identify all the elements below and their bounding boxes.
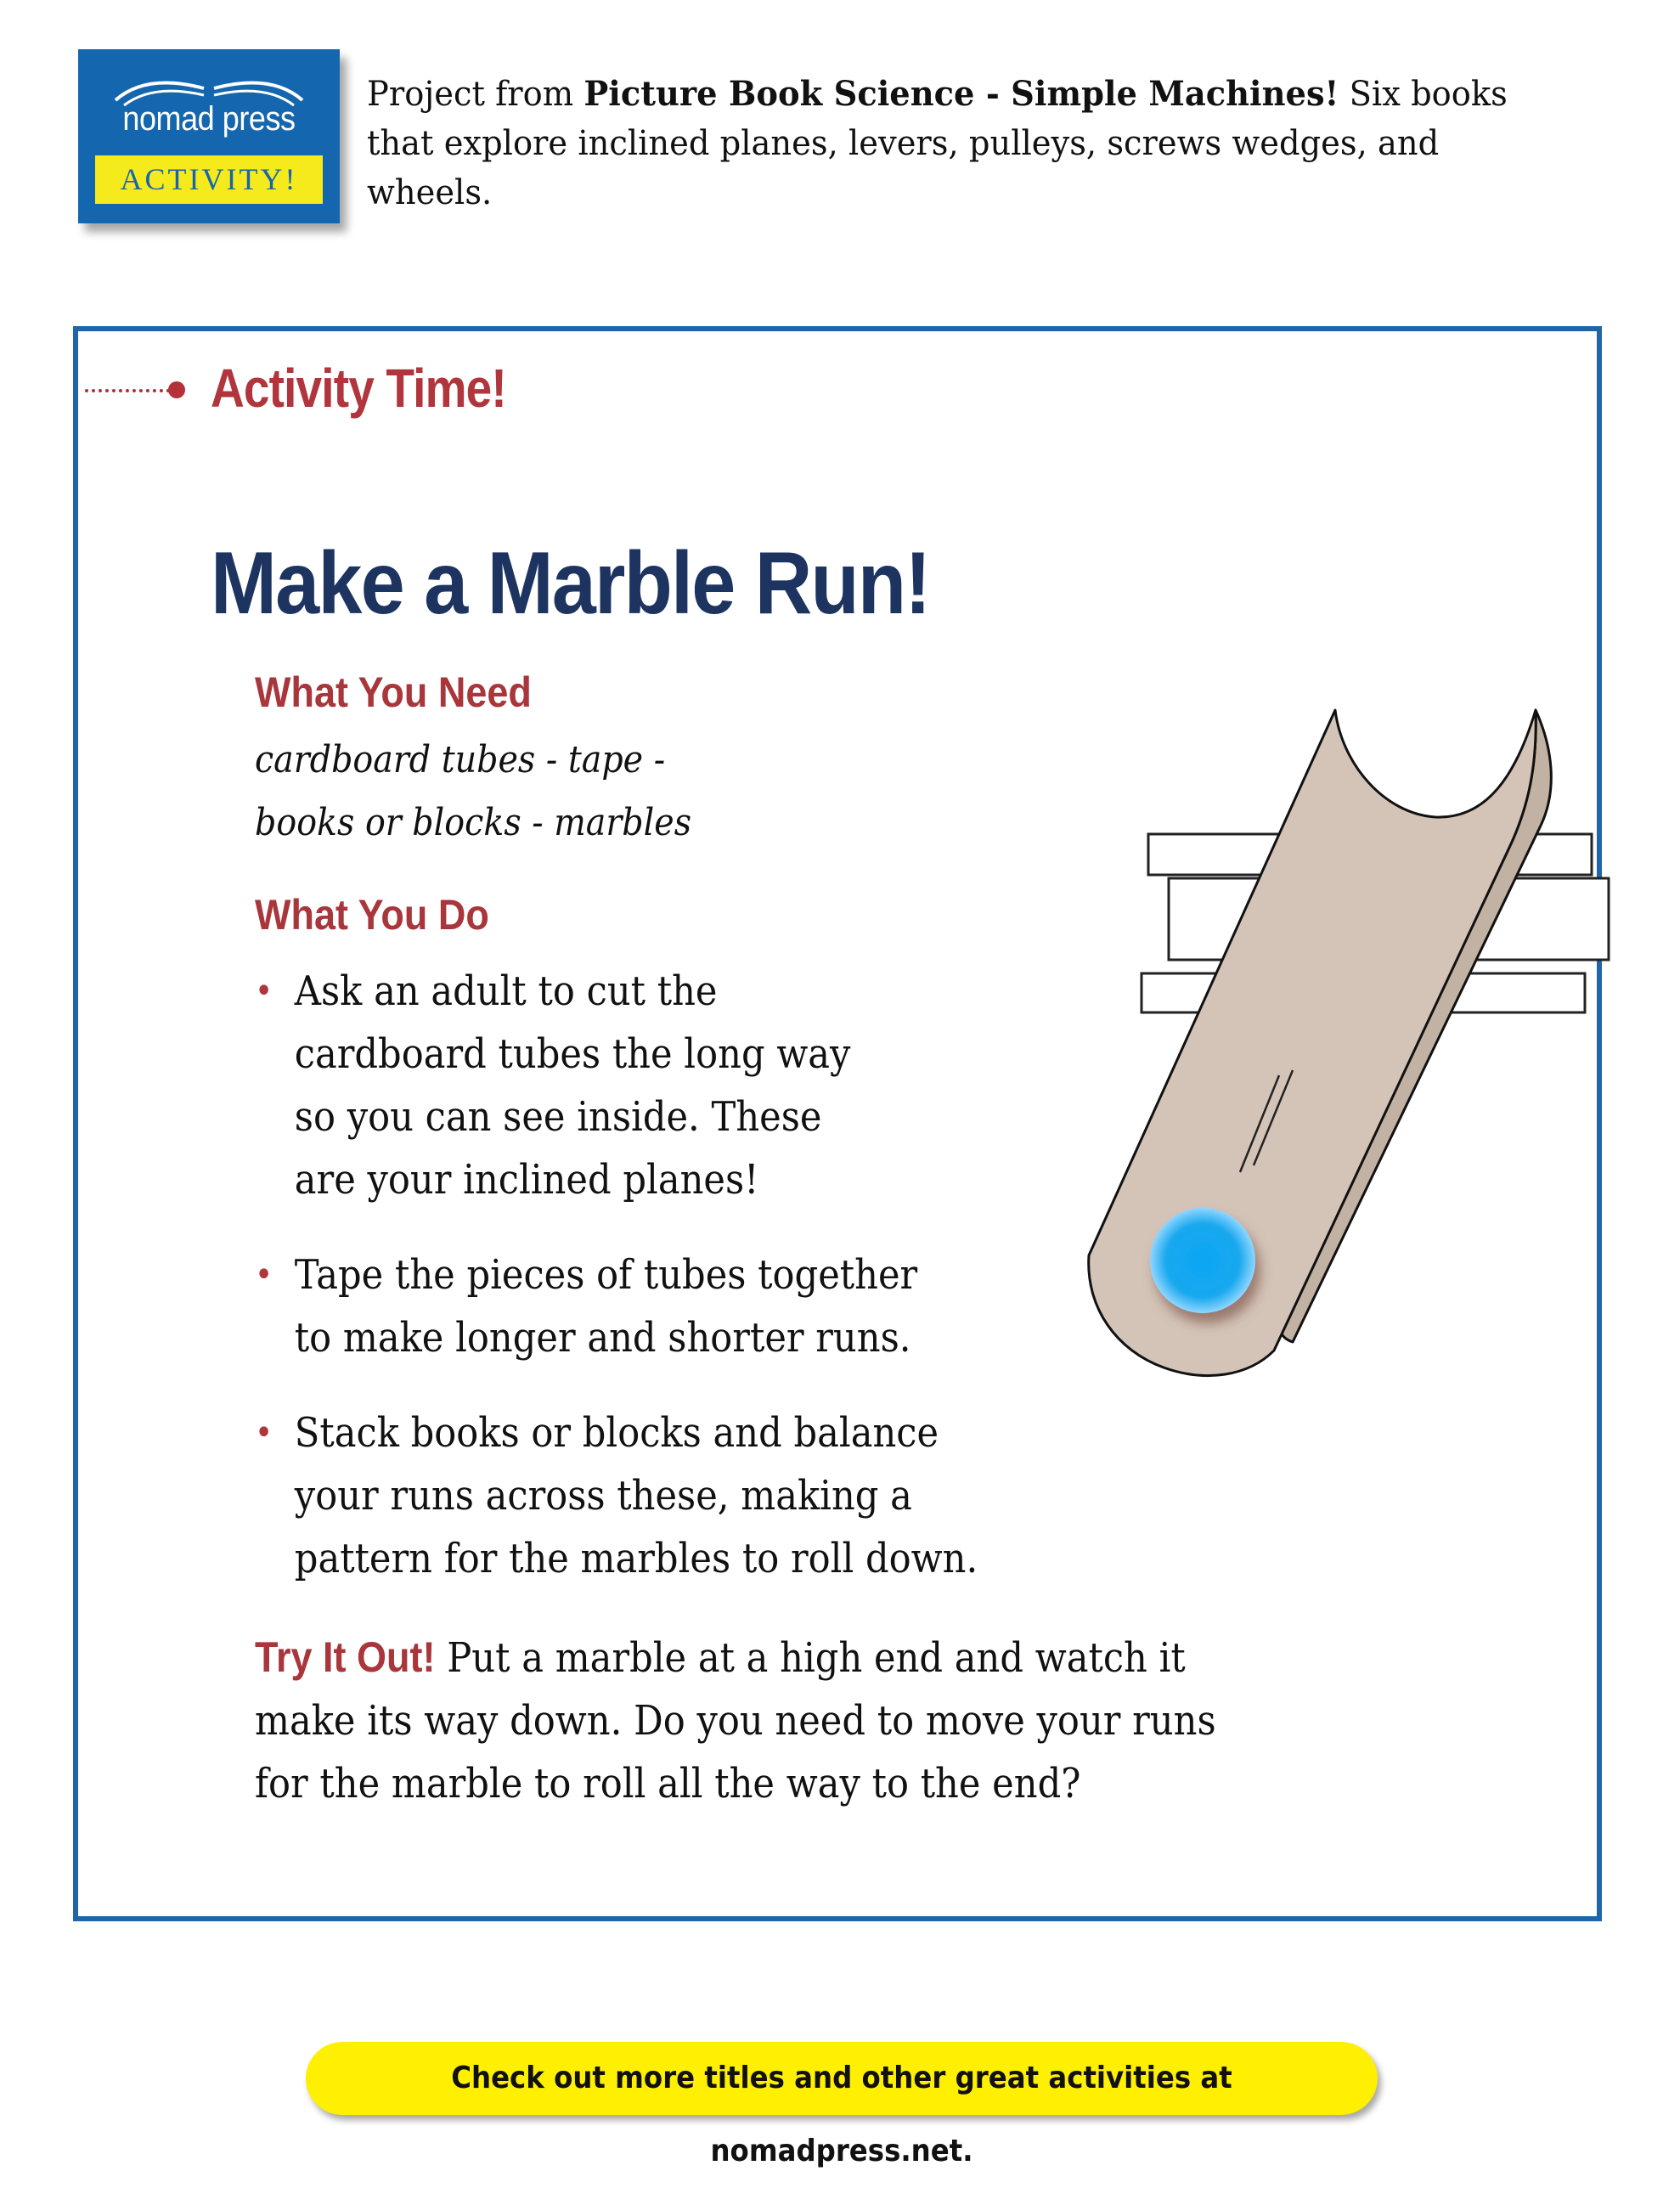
step-text: Tape the pieces of tubes together to make longer and shorter runs. <box>294 1251 918 1362</box>
dotted-leader <box>85 389 170 396</box>
try-it-out-label: Try It Out! <box>255 1633 436 1681</box>
bullet-icon: • <box>255 1413 273 1452</box>
step-item <box>255 1401 983 1590</box>
try-it-out <box>255 1626 1249 1815</box>
marble-run-illustration <box>1036 696 1614 1393</box>
try-it-out-text: Put a marble at a high end and watch it make its way down. Do you need to move your runs for the marble to roll all the way to the end? <box>255 1634 1216 1807</box>
leader-dot-icon <box>168 381 185 398</box>
footer-banner <box>306 2042 1378 2168</box>
what-you-need-heading: What You Need <box>255 668 532 716</box>
logo-wordmark: nomad press <box>122 100 296 138</box>
steps-list <box>255 960 989 1622</box>
section-label: Activity Time! <box>211 358 506 419</box>
intro-suffix: Six books that explore inclined planes, levers, pulleys, screws wedges, and wheels. <box>367 75 1508 212</box>
step-item <box>255 1243 922 1369</box>
footer-text: Check out more titles and other great activities at nomadpress.net. <box>451 2061 1232 2168</box>
bullet-icon: • <box>255 972 273 1011</box>
step-text: Ask an adult to cut the cardboard tubes the long way so you can see inside. These are your inclined planes! <box>294 967 851 1204</box>
bullet-icon: • <box>255 1255 273 1294</box>
marble-icon <box>1150 1208 1255 1313</box>
materials-line-1: cardboard tubes - tape - <box>255 738 666 781</box>
nomad-press-logo <box>78 49 340 223</box>
materials-list <box>255 729 943 854</box>
intro-text <box>367 70 1541 217</box>
intro-book-title: Picture Book Science - Simple Machines! <box>583 74 1339 114</box>
materials-line-2: books or blocks - marbles <box>255 801 692 844</box>
page-title: Make a Marble Run! <box>211 534 930 633</box>
intro-prefix: Project from <box>367 75 584 114</box>
what-you-do-heading: What You Do <box>255 891 489 939</box>
step-text: Stack books or blocks and balance your runs across these, making a pattern for the marbles to roll down. <box>294 1409 978 1582</box>
step-item <box>255 960 860 1211</box>
logo-activity-badge: ACTIVITY! <box>95 155 323 204</box>
